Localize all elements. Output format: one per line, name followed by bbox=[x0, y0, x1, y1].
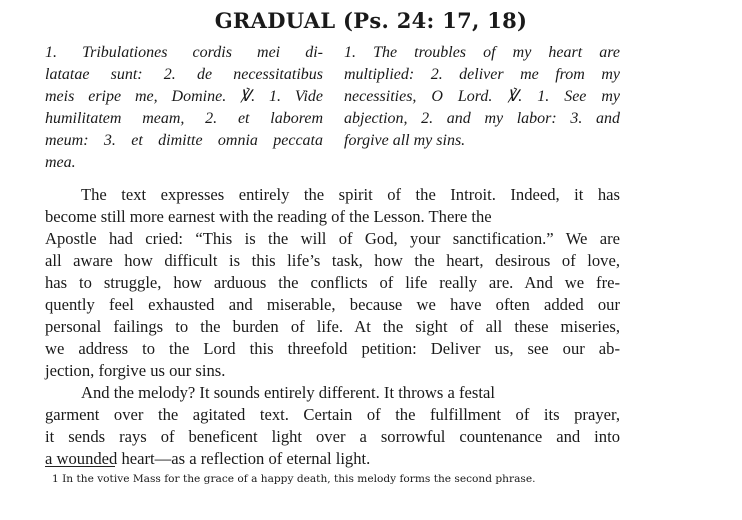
paragraph-line: it sends rays of beneficent light over a sorrowful countenance and into bbox=[45, 427, 620, 446]
latin-line: latatae sunt: 2. de necessitatibus bbox=[45, 66, 323, 83]
english-line: 1. The troubles of my heart are bbox=[344, 44, 620, 61]
english-line: necessities, O Lord. ℣. 1. See my bbox=[344, 88, 620, 105]
paragraph-line: garment over the agitated text. Certain of the fulfillment of its prayer, bbox=[45, 405, 620, 424]
latin-line: mea. bbox=[45, 154, 76, 171]
paragraph-2 bbox=[45, 382, 620, 470]
paragraph-line: has to struggle, how arduous the conflicts of life really are. And we fre- bbox=[45, 273, 620, 292]
paragraph-line: all aware how difficult is this life’s task, how the heart, desirous of love, bbox=[45, 251, 620, 270]
paragraph-line: we address to the Lord this threefold petition: Deliver us, see our ab- bbox=[45, 339, 620, 358]
english-line: forgive all my sins. bbox=[344, 132, 466, 149]
heading-title: GRADUAL bbox=[214, 8, 336, 33]
footnote: 1 In the votive Mass for the grace of a happy death, this melody forms the second phrase. bbox=[52, 473, 536, 485]
paragraph-line: Apostle had cried: “This is the will of God, your sanctification.” We are bbox=[45, 229, 620, 248]
footnote-divider bbox=[45, 466, 115, 467]
paragraph-line: jection, forgive us our sins. bbox=[45, 361, 226, 380]
english-line: multiplied: 2. deliver me from my bbox=[344, 66, 620, 83]
latin-line: meum: 3. et dimitte omnia peccata bbox=[45, 132, 323, 149]
paragraph-line: a wounded heart—as a reflection of eternal light. bbox=[45, 449, 371, 468]
latin-line: 1. Tribulationes cordis mei di- bbox=[45, 44, 323, 61]
paragraph-line: quently feel exhausted and miserable, because we have often added our bbox=[45, 295, 620, 314]
commentary bbox=[45, 184, 620, 470]
paragraph-line: personal failings to the burden of life. At the sight of all these miseries, bbox=[45, 317, 620, 336]
latin-column bbox=[45, 42, 323, 174]
paragraph-1 bbox=[45, 184, 620, 382]
heading-reference: (Ps. 24: 17, 18) bbox=[343, 8, 528, 33]
latin-line: humilitatem meam, 2. et laborem bbox=[45, 110, 323, 127]
english-column bbox=[344, 42, 620, 152]
paragraph-line: become still more earnest with the reading of the Lesson. There the bbox=[45, 207, 492, 226]
latin-line: meis eripe me, Domine. ℣. 1. Vide bbox=[45, 88, 323, 105]
section-heading bbox=[0, 8, 742, 33]
english-line: abjection, 2. and my labor: 3. and bbox=[344, 110, 620, 127]
paragraph-line: The text expresses entirely the spirit of the Introit. Indeed, it has bbox=[81, 185, 620, 204]
paragraph-line: And the melody? It sounds entirely different. It throws a festal bbox=[81, 383, 495, 402]
